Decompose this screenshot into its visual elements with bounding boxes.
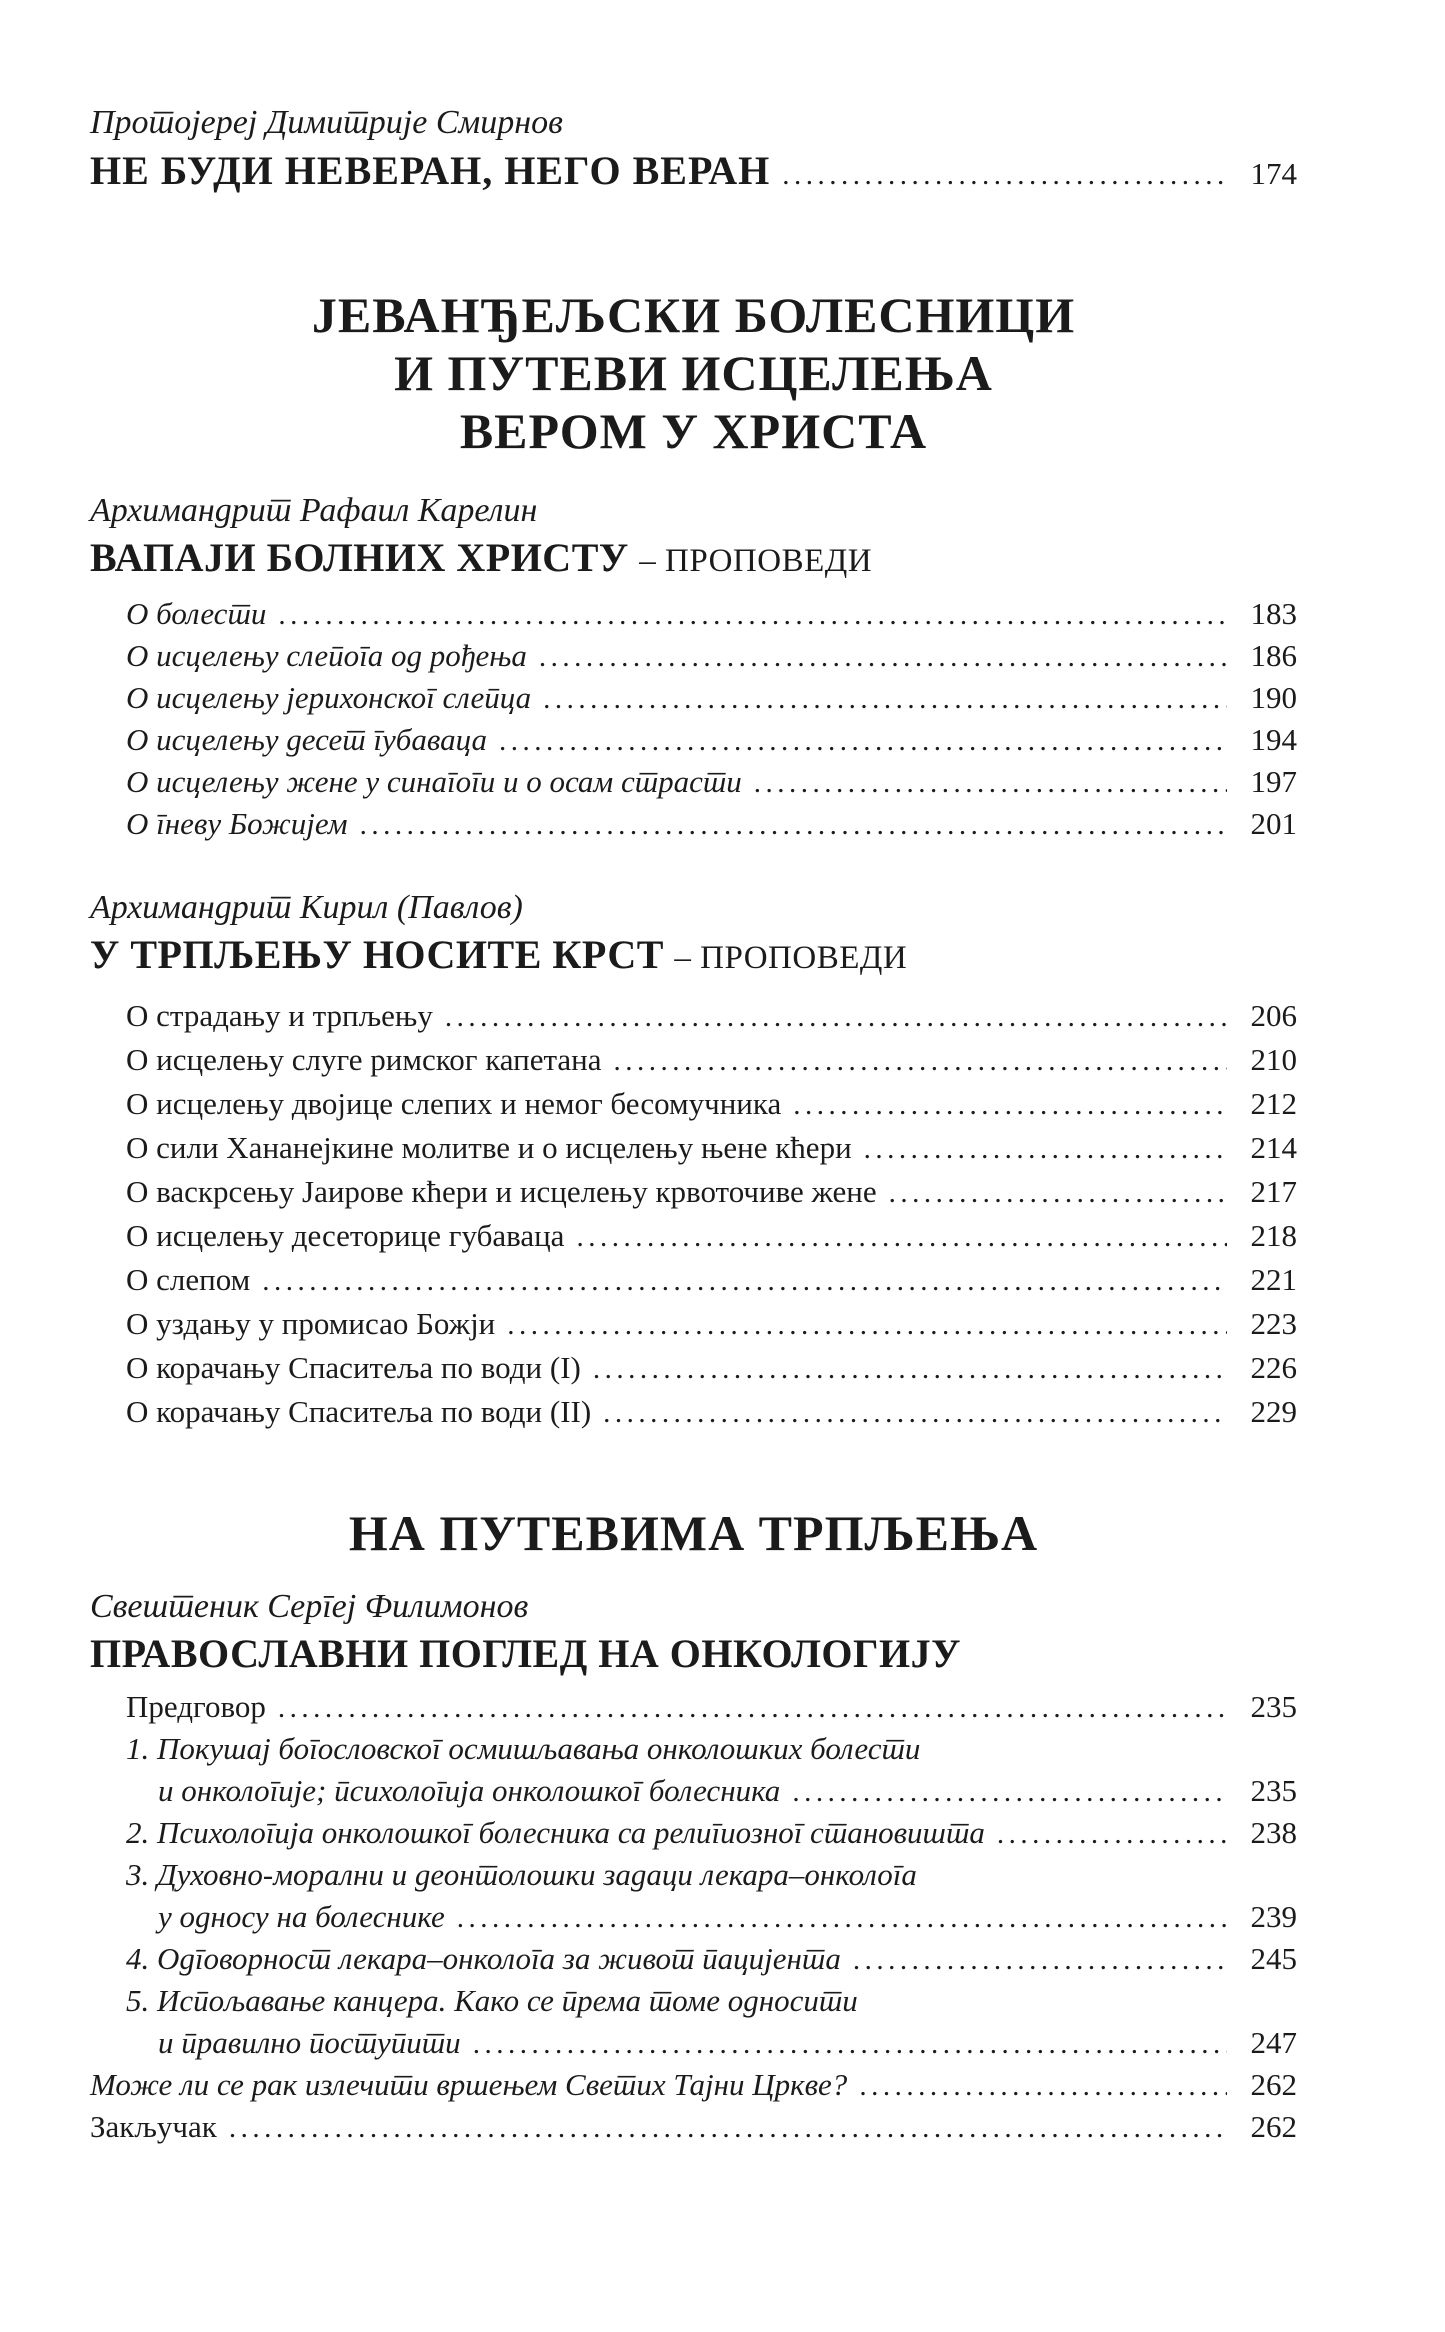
page-number: 214 <box>1250 1130 1297 1165</box>
dot-leader <box>539 641 1227 674</box>
toc-row <box>90 803 1297 845</box>
part-title-line: ЈЕВАНЂЕЉСКИ БОЛЕСНИЦИ <box>311 287 1076 343</box>
page-number: 235 <box>1250 1689 1297 1724</box>
toc-label: и онкологије; психологија онколошког болесника <box>158 1773 781 1808</box>
toc-label: О корачању Спаситеља по води (I) <box>126 1350 581 1385</box>
toc-row <box>90 593 1297 635</box>
entry-title: НЕ БУДИ НЕВЕРАН, НЕГО ВЕРАН <box>90 148 771 193</box>
toc-label: Може ли се рак излечити вршењем Светих Тајни Цркве? <box>90 2067 848 2102</box>
toc-list <box>90 994 1297 1434</box>
toc-row <box>90 1126 1297 1170</box>
page-number: 201 <box>1250 806 1297 841</box>
dot-leader <box>754 767 1227 800</box>
toc-label: О болести <box>126 596 267 631</box>
toc-label: О уздању у промисао Божји <box>126 1306 496 1341</box>
dot-leader <box>782 159 1227 192</box>
part-title-line: НА ПУТЕВИМА ТРПЉЕЊА <box>348 1505 1039 1561</box>
toc-row <box>90 1938 1297 1980</box>
dot-leader <box>603 1397 1227 1430</box>
page-number: 217 <box>1250 1174 1297 1209</box>
page-number: 235 <box>1250 1773 1297 1808</box>
entry-author: Протојереј Димитрије Смирнов <box>90 104 563 141</box>
toc-label: О исцелењу десеторице губаваца <box>126 1218 565 1253</box>
toc-row <box>90 1896 1297 1938</box>
toc-row <box>90 1302 1297 1346</box>
dot-leader <box>473 2028 1227 2061</box>
toc-label: О страдању и трпљењу <box>126 998 433 1033</box>
toc-row <box>90 635 1297 677</box>
toc-label: О исцелењу двојице слепих и немог бесомучника <box>126 1086 782 1121</box>
dot-leader <box>229 2112 1227 2145</box>
toc-row <box>90 761 1297 803</box>
toc-label: у односу на болеснике <box>158 1899 445 1934</box>
toc-row <box>90 1812 1297 1854</box>
part-title <box>90 1504 1297 1562</box>
section-author: Архимандрит Кирил (Павлов) <box>90 889 523 926</box>
part-title <box>90 286 1297 460</box>
toc-label: О исцелењу десет губаваца <box>126 722 487 757</box>
part-title-line: И ПУТЕВИ ИСЦЕЛЕЊА <box>394 345 993 401</box>
page-number: 218 <box>1250 1218 1297 1253</box>
toc-list <box>90 593 1297 845</box>
section-title <box>90 1630 1297 1678</box>
toc-list <box>90 1686 1297 2148</box>
toc-row <box>90 994 1297 1038</box>
toc-row <box>90 1770 1297 1812</box>
dot-leader <box>499 725 1227 758</box>
page-number: 226 <box>1250 1350 1297 1385</box>
dot-leader <box>262 1265 1227 1298</box>
toc-label: О исцелењу слепога од рођења <box>126 638 527 673</box>
toc-label: Предговор <box>126 1689 266 1724</box>
dot-leader <box>792 1776 1227 1809</box>
page-number: 183 <box>1250 596 1297 631</box>
toc-label: Закључак <box>90 2109 217 2144</box>
toc-row <box>90 1390 1297 1434</box>
page-number: 194 <box>1250 722 1297 757</box>
dot-leader <box>445 1001 1227 1034</box>
dot-leader <box>278 1692 1227 1725</box>
dot-leader <box>507 1309 1227 1342</box>
dot-leader <box>457 1902 1227 1935</box>
section-author: Архимандрит Рафаил Карелин <box>90 492 538 529</box>
dot-leader <box>543 683 1227 716</box>
section-title-text: У ТРПЉЕЊУ НОСИТЕ КРСТ <box>90 932 664 977</box>
section-author: Свештеник Сергеј Филимонов <box>90 1588 529 1625</box>
toc-row <box>90 1214 1297 1258</box>
dot-leader <box>997 1818 1227 1851</box>
page-number: 206 <box>1250 998 1297 1033</box>
dot-leader <box>593 1353 1227 1386</box>
dot-leader <box>614 1045 1227 1078</box>
page-number: 197 <box>1250 764 1297 799</box>
page-number: 223 <box>1250 1306 1297 1341</box>
page-number: 229 <box>1250 1394 1297 1429</box>
section-title <box>90 931 1297 982</box>
toc-label: 1. Покушај богословског осмишљавања онколошких болести <box>126 1731 921 1766</box>
toc-label: 3. Духовно-морални и деонтолошки задаци лекара–онколога <box>126 1857 917 1892</box>
page-number: 262 <box>1250 2109 1297 2144</box>
dot-leader <box>793 1089 1227 1122</box>
page-number: 190 <box>1250 680 1297 715</box>
page-number: 221 <box>1250 1262 1297 1297</box>
toc-label: О гневу Божијем <box>126 806 348 841</box>
page-number: 239 <box>1250 1899 1297 1934</box>
toc-row <box>90 2064 1297 2106</box>
toc-label: 2. Психологија онколошког болесника са религиозног становишта <box>126 1815 985 1850</box>
dot-leader <box>859 2070 1227 2103</box>
page-number: 262 <box>1250 2067 1297 2102</box>
dot-leader <box>576 1221 1227 1254</box>
toc-row <box>90 1686 1297 1728</box>
toc-row <box>90 1346 1297 1390</box>
page-number: 247 <box>1250 2025 1297 2060</box>
toc-label: 4. Одговорност лекара–онколога за живот пацијента <box>126 1941 841 1976</box>
section-title-text: ПРАВОСЛАВНИ ПОГЛЕД НА ОНКОЛОГИЈУ <box>90 1631 961 1676</box>
dot-leader <box>360 809 1227 842</box>
toc-row <box>90 146 1297 196</box>
toc-label: О исцелењу јерихонског слепца <box>126 680 532 715</box>
dot-leader <box>278 599 1227 632</box>
toc-label: О слепом <box>126 1262 251 1297</box>
page-number: 210 <box>1250 1042 1297 1077</box>
section-title-text: ВАПАЈИ БОЛНИХ ХРИСТУ <box>90 535 629 580</box>
toc-row <box>90 2106 1297 2148</box>
page-number: 245 <box>1250 1941 1297 1976</box>
toc-label: 5. Испољавање канцера. Како се према томе односити <box>126 1983 858 2018</box>
page-number: 238 <box>1250 1815 1297 1850</box>
dot-leader <box>853 1944 1227 1977</box>
toc-label: и правилно поступити <box>158 2025 461 2060</box>
page-number: 186 <box>1250 638 1297 673</box>
page-number: 212 <box>1250 1086 1297 1121</box>
toc-row <box>90 677 1297 719</box>
section-title-suffix: – ПРОПОВЕДИ <box>639 543 873 579</box>
toc-label: О сили Хананејкине молитве и о исцелењу њене кћери <box>126 1130 852 1165</box>
dot-leader <box>889 1177 1227 1210</box>
section-title-suffix: – ПРОПОВЕДИ <box>674 940 908 976</box>
toc-label: О васкрсењу Јаирове кћери и исцелењу крвоточиве жене <box>126 1174 877 1209</box>
toc-row <box>90 1038 1297 1082</box>
toc-row <box>90 719 1297 761</box>
toc-label: О исцелењу жене у синагоги и о осам страсти <box>126 764 742 799</box>
page-number: 174 <box>1250 156 1297 191</box>
toc-row <box>90 1258 1297 1302</box>
dot-leader <box>864 1133 1227 1166</box>
part-title-line: ВЕРОМ У ХРИСТА <box>459 403 928 459</box>
section-title <box>90 534 1297 585</box>
toc-row <box>90 2022 1297 2064</box>
toc-row <box>90 1170 1297 1214</box>
toc-label: О корачању Спаситеља по води (II) <box>126 1394 592 1429</box>
toc-label: О исцелењу слуге римског капетана <box>126 1042 602 1077</box>
toc-row <box>90 1082 1297 1126</box>
